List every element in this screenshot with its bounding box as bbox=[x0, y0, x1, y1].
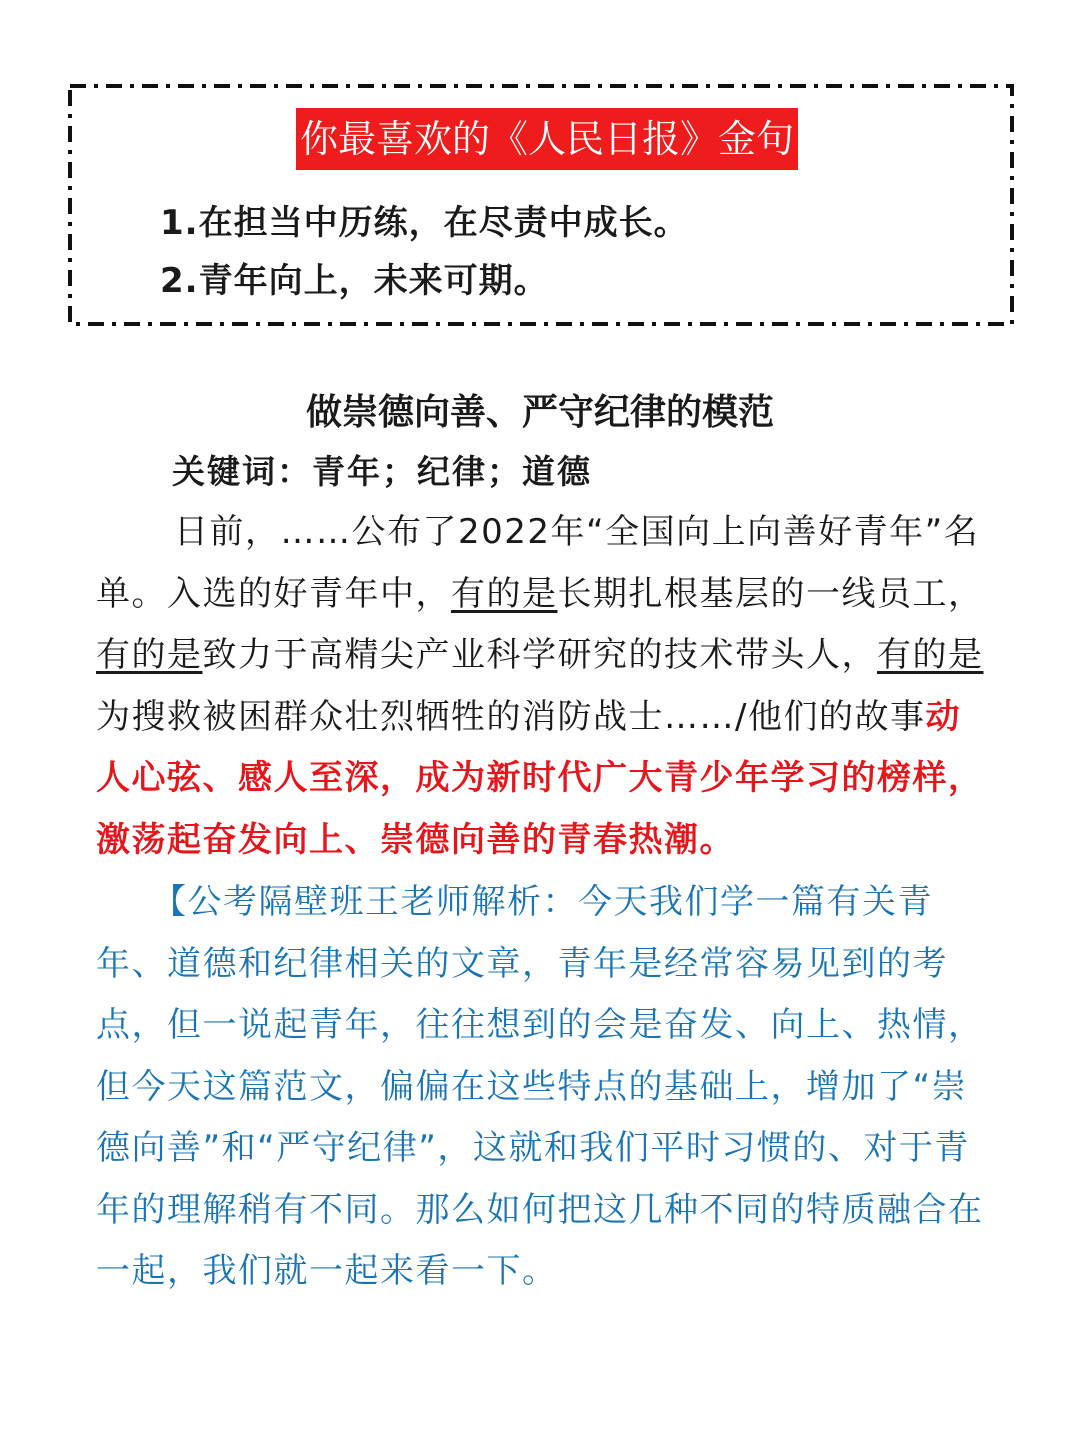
body-text-segment: 长期扎根基层的一线员工， bbox=[557, 573, 984, 614]
underlined-phrase: 有的是 bbox=[877, 635, 984, 675]
body-text-segment: 致力于高精尖产业科学研究的技术带头人， bbox=[202, 635, 877, 675]
body-text-segment: 日前，……公布了2022年“全国向上向善好青年”名单。入选的好青年中， bbox=[96, 512, 980, 614]
quote-box-title: 你最喜欢的《人民日报》金句 bbox=[296, 108, 798, 170]
teacher-analysis: 【公考隔壁班王老师解析：今天我们学一篇有关青年、道德和纪律相关的文章，青年是经常容易见到的考点，但一说起青年，往往想到的会是奋发、向上、热情，但今天这篇范文，偏偏在这些特点的基础上，增加了“崇德向善”和“严守纪律”，这就和我们平时习惯的、对于青年的理解稍有不同。那么如何把这几种不同的特质融合在一起，我们就一起来看一下。 bbox=[96, 882, 984, 1291]
quote-list bbox=[160, 194, 689, 310]
quote-item: 2.青年向上，未来可期。 bbox=[160, 261, 549, 301]
article-body bbox=[96, 502, 986, 871]
underlined-phrase: 有的是 bbox=[96, 635, 203, 675]
quote-item: 1.在担当中历练，在尽责中成长。 bbox=[160, 203, 689, 243]
highlighted-text: 动人心弦、感人至深，成为新时代广大青少年学习的榜样，激荡起奋发向上、崇德向善的青春热潮。 bbox=[96, 696, 984, 860]
body-text-segment: 为搜救被困群众壮烈牺牲的消防战士……/他们的故事 bbox=[96, 696, 926, 737]
article-title: 做崇德向善、严守纪律的模范 bbox=[305, 391, 774, 433]
quote-box bbox=[68, 84, 1014, 326]
keywords: 关键词：青年；纪律；道德 bbox=[172, 452, 592, 491]
underlined-phrase: 有的是 bbox=[451, 573, 558, 614]
